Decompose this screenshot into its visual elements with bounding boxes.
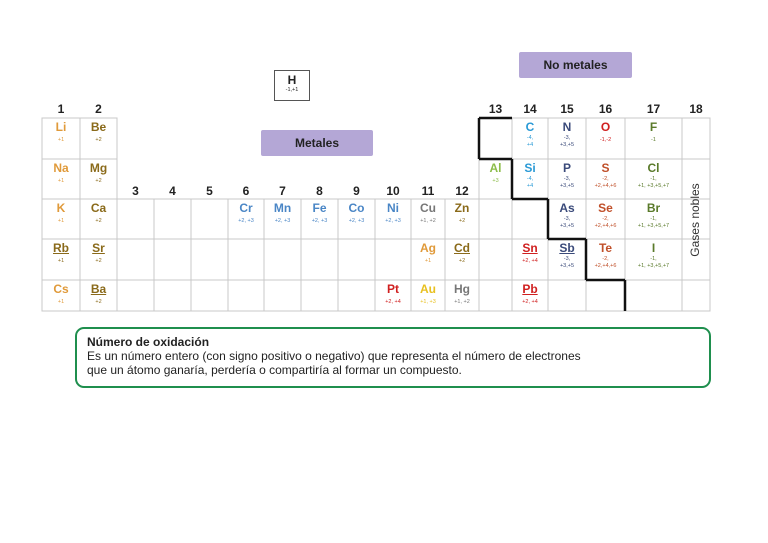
oxidation-state: +1: [424, 258, 432, 264]
oxidation-state: -3,: [563, 256, 571, 262]
element-se: [586, 199, 625, 239]
element-mn: [264, 199, 301, 239]
oxidation-state: -1,: [650, 256, 657, 262]
element-symbol: Pb: [522, 282, 538, 296]
group-number-1: 1: [57, 102, 65, 116]
oxidation-state: +1, +3: [420, 299, 436, 305]
oxidation-state: +2,+4,+6: [594, 183, 617, 189]
nonmetals-label: [519, 52, 632, 78]
element-ag: [411, 239, 445, 280]
oxidation-state: +1, +3,+5,+7: [637, 263, 670, 269]
table-cell: [548, 280, 586, 311]
element-c: [512, 118, 548, 159]
element-pt: [375, 280, 411, 311]
oxidation-state: -3,: [563, 216, 571, 222]
element-symbol: Na: [53, 161, 69, 175]
element-oxidation: [42, 258, 80, 265]
element-oxidation: [548, 135, 586, 149]
element-oxidation: [80, 218, 117, 225]
element-li: [42, 118, 80, 159]
element-symbol: Ni: [387, 201, 399, 215]
element-symbol: Br: [646, 201, 661, 215]
table-cell: [375, 239, 411, 280]
element-symbol: Sn: [522, 241, 538, 255]
table-cell: [191, 199, 228, 239]
element-o: [586, 118, 625, 159]
element-oxidation: [80, 299, 117, 306]
element-fe: [301, 199, 338, 239]
element-oxidation: [586, 176, 625, 190]
element-oxidation: [625, 216, 682, 230]
metals-label-text: Metales: [294, 136, 340, 150]
oxidation-state: -3,: [563, 135, 571, 141]
element-symbol: Si: [524, 161, 536, 175]
element-oxidation: [548, 256, 586, 270]
element-symbol: Sb: [559, 241, 575, 255]
oxidation-state: +2: [95, 178, 102, 184]
table-cell: [154, 280, 191, 311]
element-symbol: Be: [90, 120, 107, 134]
table-cell: [154, 239, 191, 280]
noble-gases-label: [688, 170, 702, 270]
group-number-10: 10: [386, 184, 400, 198]
table-cell: [512, 199, 548, 239]
element-symbol: C: [525, 120, 535, 134]
element-oxidation: [42, 299, 80, 306]
hydrogen-oxidation: -1,+1: [285, 87, 299, 93]
oxidation-state: -1,: [650, 176, 657, 182]
oxidation-state: +3,+5: [559, 183, 575, 189]
table-cell: [338, 239, 375, 280]
element-oxidation: [586, 137, 625, 144]
table-cell: [117, 199, 154, 239]
element-oxidation: [625, 256, 682, 270]
group-number-17: 17: [646, 102, 661, 116]
element-oxidation: [80, 137, 117, 144]
table-cell: [264, 239, 301, 280]
element-oxidation: [338, 218, 375, 225]
element-sb: [548, 239, 586, 280]
element-hg: [445, 280, 479, 311]
oxidation-state: +1, +2: [420, 218, 436, 224]
hydrogen-box: [274, 70, 310, 101]
oxidation-state: -1,-2: [599, 137, 612, 143]
oxidation-state: +2, +3: [311, 218, 328, 224]
element-cs: [42, 280, 80, 311]
element-te: [586, 239, 625, 280]
element-na: [42, 159, 80, 199]
element-au: [411, 280, 445, 311]
element-cl: [625, 159, 682, 199]
element-symbol: N: [562, 120, 572, 134]
element-symbol: Ba: [90, 282, 107, 296]
metals-label: [261, 130, 373, 156]
oxidation-state: -2,: [602, 176, 609, 182]
element-cu: [411, 199, 445, 239]
element-oxidation: [80, 258, 117, 265]
element-symbol: As: [559, 201, 575, 215]
element-k: [42, 199, 80, 239]
element-oxidation: [228, 218, 264, 225]
oxidation-state: +1: [57, 178, 65, 184]
oxidation-state: +4: [526, 183, 534, 189]
element-oxidation: [411, 218, 445, 225]
oxidation-state: +1: [57, 137, 65, 143]
table-cell: [479, 118, 512, 159]
table-cell: [228, 239, 264, 280]
oxidation-state: +2: [95, 299, 102, 305]
element-oxidation: [625, 176, 682, 190]
table-cell: [117, 239, 154, 280]
noble-gases-label-text: Gases nobles: [688, 183, 702, 257]
element-oxidation: [375, 299, 411, 306]
element-al: [479, 159, 512, 199]
group-number-13: 13: [488, 102, 503, 116]
table-cell: [117, 280, 154, 311]
element-be: [80, 118, 117, 159]
group-number-8: 8: [316, 184, 323, 198]
oxidation-state: +3,+5: [559, 142, 575, 148]
oxidation-state: +2,+4,+6: [594, 223, 617, 229]
oxidation-state: -2,: [602, 216, 609, 222]
oxidation-state: +2: [95, 258, 102, 264]
element-symbol: Cl: [647, 161, 660, 175]
element-oxidation: [42, 178, 80, 185]
element-mg: [80, 159, 117, 199]
oxidation-state: +1, +2: [454, 299, 470, 305]
table-cell: [301, 280, 338, 311]
element-symbol: Hg: [454, 282, 470, 296]
table-cell: [682, 118, 710, 159]
oxidation-state: -3,: [563, 176, 571, 182]
element-symbol: Au: [420, 282, 436, 296]
element-symbol: Cs: [53, 282, 69, 296]
oxidation-state: +1, +3,+5,+7: [637, 223, 670, 229]
oxidation-state: +1: [57, 299, 65, 305]
element-symbol: K: [56, 201, 66, 215]
oxidation-state: +2: [95, 137, 102, 143]
element-oxidation: [301, 218, 338, 225]
element-cd: [445, 239, 479, 280]
oxidation-state: +2, +3: [348, 218, 365, 224]
element-oxidation: [375, 218, 411, 225]
element-oxidation: [512, 135, 548, 149]
oxidation-state: +2, +3: [274, 218, 291, 224]
element-ni: [375, 199, 411, 239]
oxidation-state: +2: [95, 218, 102, 224]
element-s: [586, 159, 625, 199]
element-oxidation: [512, 258, 548, 265]
oxidation-state: +2, +3: [385, 218, 401, 224]
group-number-12: 12: [455, 184, 469, 198]
oxidation-state: +2, +4: [522, 258, 538, 264]
oxidation-state: +2,+4,+6: [594, 263, 617, 269]
oxidation-state: +2: [458, 258, 466, 264]
group-number-14: 14: [523, 102, 537, 116]
table-cell: [479, 199, 512, 239]
element-oxidation: [548, 176, 586, 190]
oxidation-state: +3,+5: [559, 223, 575, 229]
group-number-3: 3: [132, 184, 139, 198]
element-n: [548, 118, 586, 159]
table-cell: [228, 280, 264, 311]
element-symbol: S: [601, 161, 610, 175]
table-cell: [586, 280, 625, 311]
oxidation-state: +3,+5: [559, 263, 575, 269]
element-symbol: Cd: [454, 241, 470, 255]
table-cell: [264, 280, 301, 311]
element-symbol: Zn: [454, 201, 470, 215]
element-oxidation: [512, 299, 548, 306]
element-ba: [80, 280, 117, 311]
oxidation-state: +2, +4: [385, 299, 401, 305]
oxidation-state: +2: [458, 218, 466, 224]
group-number-6: 6: [242, 184, 250, 198]
element-symbol: Mg: [89, 161, 108, 175]
table-cell: [191, 239, 228, 280]
element-oxidation: [80, 178, 117, 185]
element-cr: [228, 199, 264, 239]
group-number-11: 11: [421, 184, 435, 198]
definition-box: [75, 327, 711, 388]
element-pb: [512, 280, 548, 311]
element-oxidation: [42, 218, 80, 225]
oxidation-state: -1,: [650, 216, 657, 222]
element-symbol: I: [651, 241, 656, 255]
element-oxidation: [411, 299, 445, 306]
element-oxidation: [548, 216, 586, 230]
group-number-15: 15: [560, 102, 574, 116]
hydrogen-symbol: H: [287, 73, 297, 87]
element-symbol: Al: [489, 161, 502, 175]
element-symbol: F: [649, 120, 658, 134]
element-oxidation: [411, 258, 445, 265]
element-symbol: Rb: [53, 241, 69, 255]
group-number-2: 2: [95, 102, 102, 116]
oxidation-state: +4: [526, 142, 534, 148]
oxidation-state: -4,: [526, 176, 534, 182]
element-as: [548, 199, 586, 239]
element-symbol: Se: [598, 201, 613, 215]
group-number-5: 5: [206, 184, 213, 198]
oxidation-state: -4,: [526, 135, 534, 141]
definition-line-1: Es un número entero (con signo positivo o negativo) que representa el número de electrones: [87, 349, 581, 363]
element-sn: [512, 239, 548, 280]
definition-line-2: que un átomo ganaría, perdería o compartiría al formar un compuesto.: [87, 363, 462, 377]
oxidation-state: +1: [57, 218, 65, 224]
element-symbol: Ag: [420, 241, 436, 255]
oxidation-state: -1: [651, 137, 656, 143]
element-si: [512, 159, 548, 199]
element-oxidation: [512, 176, 548, 190]
element-symbol: Te: [598, 241, 613, 255]
oxidation-state: +2, +4: [522, 299, 538, 305]
element-symbol: Cr: [239, 201, 253, 215]
element-symbol: Pt: [387, 282, 399, 296]
element-oxidation: [42, 137, 80, 144]
table-cell: [479, 280, 512, 311]
oxidation-state: +3: [492, 178, 499, 184]
element-symbol: Fe: [312, 201, 327, 215]
table-cell: [301, 239, 338, 280]
element-oxidation: [264, 218, 301, 225]
element-sr: [80, 239, 117, 280]
table-cell: [479, 239, 512, 280]
oxidation-state: +1: [57, 258, 65, 264]
element-zn: [445, 199, 479, 239]
element-oxidation: [586, 256, 625, 270]
element-oxidation: [445, 258, 479, 265]
group-number-16: 16: [598, 102, 613, 116]
oxidation-state: +1, +3,+5,+7: [637, 183, 670, 189]
table-cell: [338, 280, 375, 311]
element-oxidation: [586, 216, 625, 230]
element-br: [625, 199, 682, 239]
group-number-7: 7: [279, 184, 286, 198]
table-cell: [154, 199, 191, 239]
oxidation-state: -2,: [602, 256, 609, 262]
element-f: [625, 118, 682, 159]
element-symbol: P: [562, 161, 571, 175]
element-symbol: Mn: [273, 201, 292, 215]
table-cell: [191, 280, 228, 311]
group-number-4: 4: [169, 184, 176, 198]
group-number-9: 9: [353, 184, 360, 198]
group-number-18: 18: [689, 102, 703, 116]
element-p: [548, 159, 586, 199]
element-symbol: O: [600, 120, 611, 134]
element-co: [338, 199, 375, 239]
element-symbol: Ca: [90, 201, 107, 215]
nonmetals-label-text: No metales: [543, 58, 608, 72]
table-cell: [625, 280, 682, 311]
element-symbol: Sr: [92, 241, 105, 255]
element-symbol: Co: [348, 201, 365, 215]
element-oxidation: [445, 299, 479, 306]
oxidation-state: +2, +3: [238, 218, 254, 224]
element-symbol: Cu: [420, 201, 436, 215]
element-i: [625, 239, 682, 280]
element-symbol: Li: [55, 120, 67, 134]
element-oxidation: [479, 178, 512, 185]
table-cell: [682, 280, 710, 311]
element-oxidation: [625, 137, 682, 144]
element-ca: [80, 199, 117, 239]
definition-title: Número de oxidación: [87, 335, 210, 349]
element-rb: [42, 239, 80, 280]
element-oxidation: [445, 218, 479, 225]
